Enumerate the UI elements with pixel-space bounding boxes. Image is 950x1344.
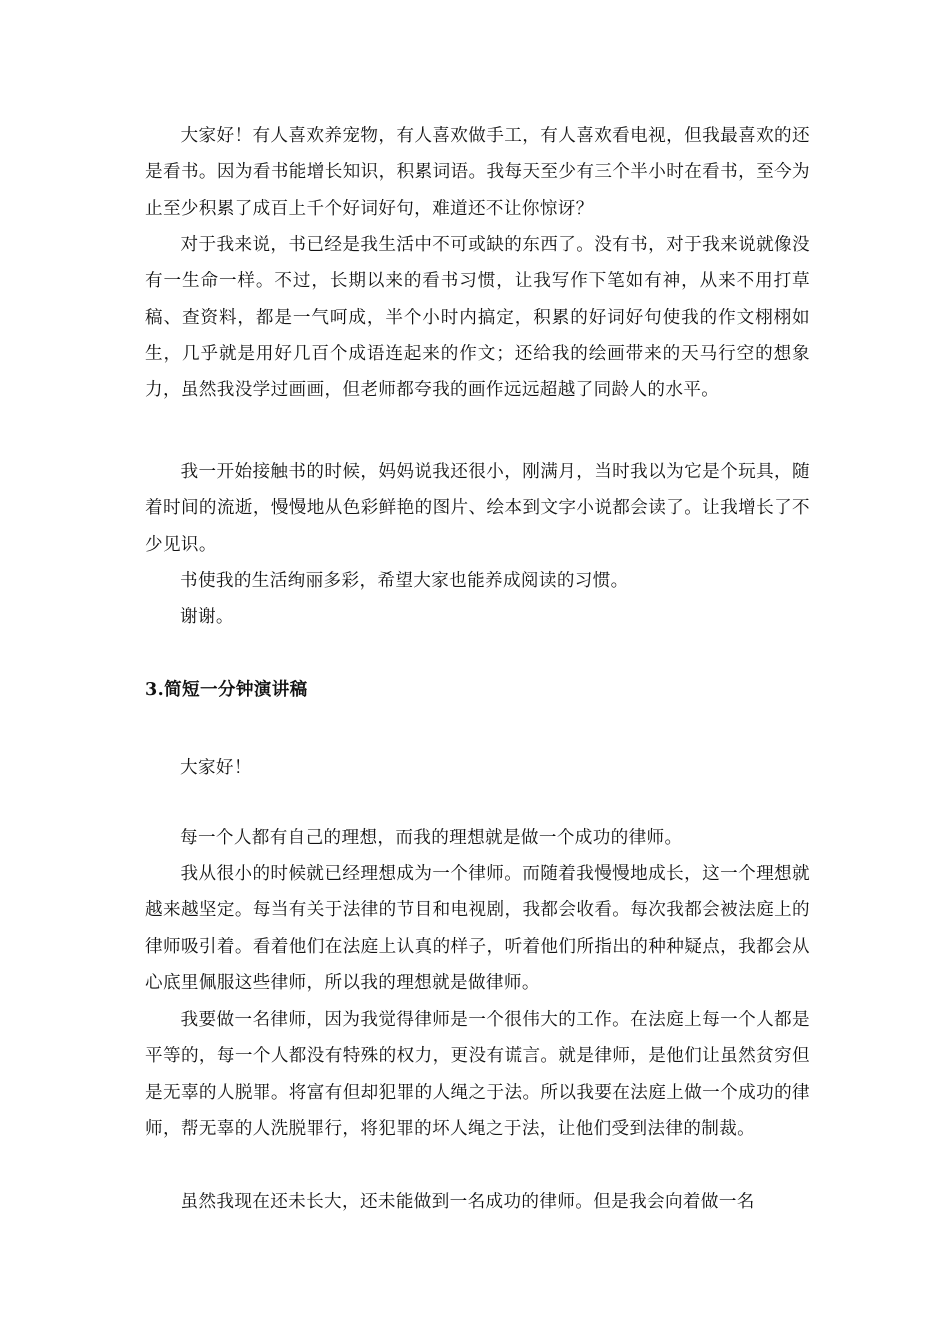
paragraph-reading-intro: 大家好！有人喜欢养宠物，有人喜欢做手工，有人喜欢看电视，但我最喜欢的还是看书。因为看书能增长知识，积累词语。我每天至少有三个半小时在看书，至今为止至少积累了成百上千个好词好句，难道还不让你惊讶？ [145,126,810,219]
paragraph-dream-lawyer: 每一个人都有自己的理想，而我的理想就是做一个成功的律师。 [180,828,683,848]
paragraph-thanks: 谢谢。 [180,607,234,627]
paragraph-greeting: 大家好！ [180,758,252,778]
paragraph-first-contact: 我一开始接触书的时候，妈妈说我还很小，刚满月，当时我以为它是个玩具，随着时间的流逝，慢慢地从色彩鲜艳的图片、绘本到文字小说都会读了。让我增长了不少见识。 [145,462,810,555]
paragraph-books-essential: 对于我来说，书已经是我生活中不可或缺的东西了。没有书，对于我来说就像没有一生命一样。不过，长期以来的看书习惯，让我写作下笔如有神，从来不用打草稿、查资料，都是一气呵成，半个小时内搞定，积累的好词好句使我的作文栩栩如生，几乎就是用好几百个成语连起来的作文；还给我的绘画带来的天马行空的想象力，虽然我没学过画画，但老师都夸我的画作远远超越了同龄人的水平。 [145,235,810,401]
section-heading: 3.简短一分钟演讲稿 [145,679,308,700]
paragraph-childhood-dream: 我从很小的时候就已经理想成为一个律师。而随着我慢慢地成长，这一个理想就越来越坚定。每当有关于法律的节目和电视剧，我都会收看。每次我都会被法庭上的律师吸引着。看着他们在法庭上认真的样子，听着他们所指出的种种疑点，我都会从心底里佩服这些律师，所以我的理想就是做律师。 [145,864,810,993]
paragraph-why-lawyer: 我要做一名律师，因为我觉得律师是一个很伟大的工作。在法庭上每一个人都是平等的，每一个人都没有特殊的权力，更没有谎言。就是律师，是他们让虽然贫穷但是无辜的人脱罪。将富有但却犯罪的人绳之于法。所以我要在法庭上做一个成功的律师，帮无辜的人洗脱罪行，将犯罪的坏人绳之于法，让他们受到法律的制裁。 [145,1010,810,1139]
paragraph-future: 虽然我现在还未长大，还未能做到一名成功的律师。但是我会向着做一名 [180,1192,755,1212]
paragraph-closing-wish: 书使我的生活绚丽多彩，希望大家也能养成阅读的习惯。 [180,571,629,591]
